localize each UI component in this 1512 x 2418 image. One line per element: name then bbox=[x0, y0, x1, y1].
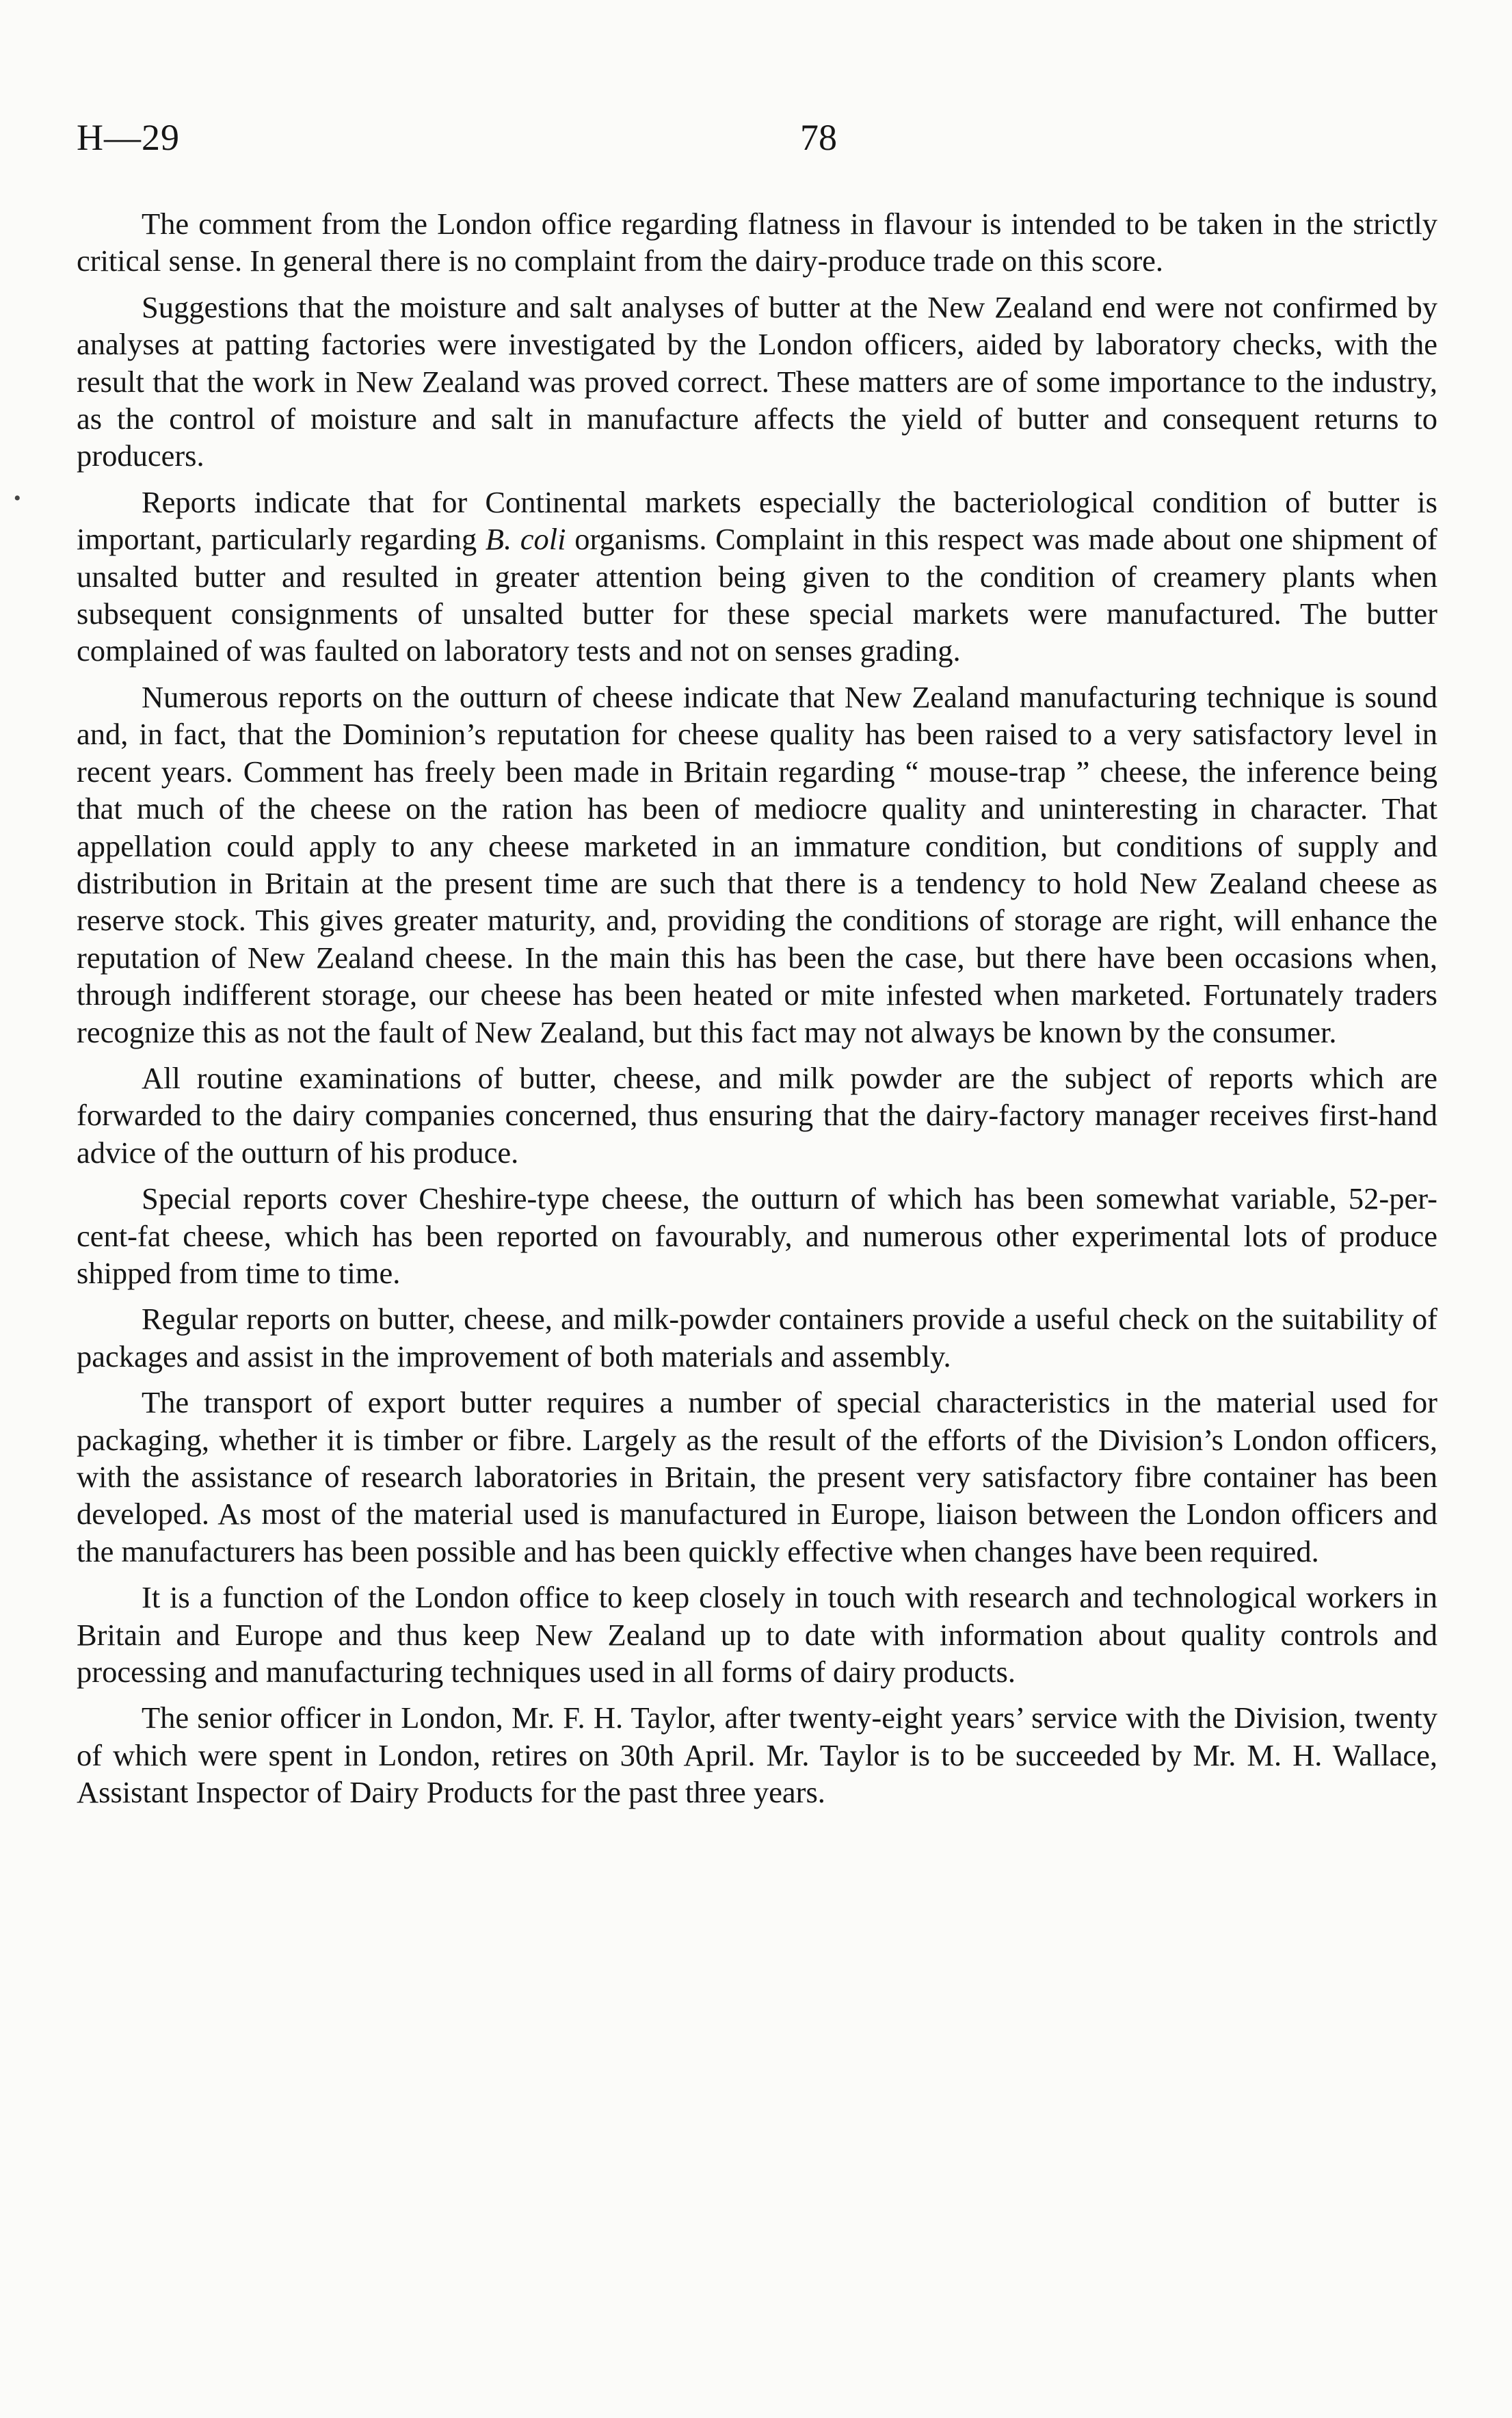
page-number: 78 bbox=[800, 117, 837, 158]
paragraph-senior-officer: The senior officer in London, Mr. F. H. Taylor, after twenty-eight years’ service with the Division, twenty of which were spent in London, retires on 30th April. Mr. Taylor is to be succeeded by Mr. M. H. Wallace, Assistant Inspector of Dairy Products for the past three years. bbox=[77, 1700, 1437, 1810]
paragraph-text-segment: organisms. Complaint in this respect was made about one shipment of unsalted butter and resulted in greater attention being given to the condition of creamery plants when subsequent consignments of unsalted butter for these special markets were manufactured. The butter complained of was faulted on laboratory tests and not on senses grading. bbox=[77, 522, 1437, 668]
paragraph-flavour: The comment from the London office regarding flatness in flavour is intended to be taken in the strictly critical sense. In general there is no complaint from the dairy-produce trade on this score. bbox=[77, 207, 1437, 278]
document-code: H—29 bbox=[77, 117, 180, 158]
paragraph-moisture-salt: Suggestions that the moisture and salt analyses of butter at the New Zealand end were not confirmed by analyses at patting factories were investigated by the London officers, aided by laboratory checks, with the result that the work in New Zealand was proved correct. These matters are of some importance to the industry, as the control of moisture and salt in manufacture affects the yield of butter and consequent returns to producers. bbox=[77, 289, 1437, 473]
organism-name: B. coli bbox=[485, 522, 566, 557]
page-header bbox=[77, 116, 1437, 171]
paragraph-text-segment: Reports indicate that for Continental markets especially the bacteriological condition of butter is important, particularly regarding bbox=[77, 484, 1437, 557]
margin-mark: • bbox=[14, 487, 21, 510]
body-text bbox=[77, 205, 1437, 1820]
paragraph-continental-markets bbox=[77, 484, 1437, 670]
paragraph-cheese-outturn: Numerous reports on the outturn of cheese indicate that New Zealand manufacturing technique is sound and, in fact, that the Dominion’s reputation for cheese quality has been raised to a very satisfactory level in recent years. Comment has freely been made in Britain regarding “ mouse-trap ” cheese, the inference being that much of the cheese on the ration has been of mediocre quality and uninteresting in character. That appellation could apply to any cheese marketed in an immature condition, but conditions of supply and distribution in Britain at the present time are such that there is a tendency to hold New Zealand cheese as reserve stock. This gives greater maturity, and, providing the conditions of storage are right, will enhance the reputation of New Zealand cheese. In the main this has been the case, but there have been occasions when, through indifferent storage, our cheese has been heated or mite infested when marketed. Fortunately traders recognize this as not the fault of New Zealand, but this fact may not always be known by the consumer. bbox=[77, 679, 1437, 1049]
paragraph-transport: The transport of export butter requires a number of special characteristics in the material used for packaging, whether it is timber or fibre. Largely as the result of the efforts of the Division’s London officers, with the assistance of research laboratories in Britain, the present very satisfactory fibre container has been developed. As most of the material used is manufactured in Europe, liaison between the London officers and the manufacturers has been possible and has been quickly effective when changes have been required. bbox=[77, 1385, 1437, 1568]
paragraph-routine-examinations: All routine examinations of butter, cheese, and milk powder are the subject of reports which are forwarded to the dairy companies concerned, thus ensuring that the dairy-factory manager receives first-hand advice of the outturn of his produce. bbox=[77, 1060, 1437, 1170]
paragraph-london-office-function: It is a function of the London office to keep closely in touch with research and technological workers in Britain and Europe and thus keep New Zealand up to date with information about quality controls and processing and manufacturing techniques used in all forms of dairy products. bbox=[77, 1580, 1437, 1690]
paragraph-special-reports: Special reports cover Cheshire-type cheese, the outturn of which has been somewhat variable, 52-per-cent-fat cheese, which has been reported on favourably, and numerous other experimental lots of produce shipped from time to time. bbox=[77, 1181, 1437, 1290]
paragraph-regular-reports: Regular reports on butter, cheese, and milk-powder containers provide a useful check on the suitability of packages and assist in the improvement of both materials and assembly. bbox=[77, 1302, 1437, 1374]
